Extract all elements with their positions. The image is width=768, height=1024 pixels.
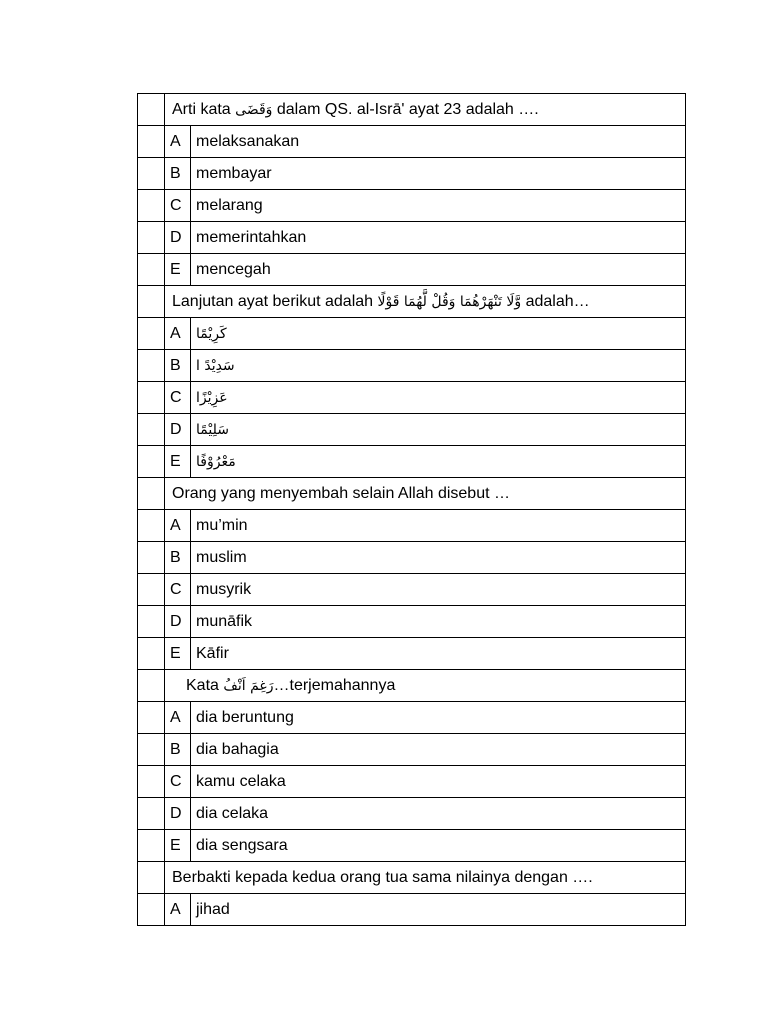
question-text-pre: Arti kata — [172, 100, 236, 118]
option-row — [138, 414, 686, 446]
question-row — [138, 94, 686, 126]
option-row — [138, 318, 686, 350]
option-row — [138, 510, 686, 542]
question-text — [165, 94, 686, 126]
option-spacer-cell — [138, 446, 165, 478]
option-spacer-cell — [138, 158, 165, 190]
option-text: mu’min — [191, 510, 686, 542]
option-spacer-cell — [138, 382, 165, 414]
option-letter: A — [165, 702, 191, 734]
option-spacer-cell — [138, 414, 165, 446]
option-text: dia beruntung — [191, 702, 686, 734]
option-spacer-cell — [138, 798, 165, 830]
question-number-cell — [138, 286, 165, 318]
question-text — [165, 478, 686, 510]
option-text: memerintahkan — [191, 222, 686, 254]
option-spacer-cell — [138, 638, 165, 670]
option-row — [138, 382, 686, 414]
option-spacer-cell — [138, 126, 165, 158]
option-row — [138, 350, 686, 382]
option-letter: C — [165, 190, 191, 222]
question-arabic-text: رَغِمَ اَنْفُ — [223, 677, 274, 694]
question-row — [138, 478, 686, 510]
option-letter: B — [165, 158, 191, 190]
option-row — [138, 766, 686, 798]
option-spacer-cell — [138, 350, 165, 382]
question-text-post: …terjemahannya — [273, 676, 396, 694]
option-letter: D — [165, 414, 191, 446]
option-spacer-cell — [138, 734, 165, 766]
option-text: كَرِيْمًا — [191, 318, 686, 350]
option-letter: E — [165, 638, 191, 670]
option-letter: D — [165, 606, 191, 638]
question-number-cell — [138, 670, 165, 702]
option-spacer-cell — [138, 222, 165, 254]
option-row — [138, 126, 686, 158]
question-text — [165, 862, 686, 894]
option-letter: E — [165, 446, 191, 478]
option-letter: A — [165, 126, 191, 158]
option-row — [138, 542, 686, 574]
option-text: jihad — [191, 894, 686, 926]
question-arabic-text: وَقَضَى — [235, 101, 273, 118]
option-letter: C — [165, 766, 191, 798]
option-spacer-cell — [138, 574, 165, 606]
option-letter: A — [165, 894, 191, 926]
option-text: dia bahagia — [191, 734, 686, 766]
option-spacer-cell — [138, 510, 165, 542]
option-spacer-cell — [138, 830, 165, 862]
option-row — [138, 190, 686, 222]
option-row — [138, 254, 686, 286]
option-spacer-cell — [138, 606, 165, 638]
option-text: muslim — [191, 542, 686, 574]
question-row — [138, 862, 686, 894]
option-spacer-cell — [138, 894, 165, 926]
option-row — [138, 830, 686, 862]
option-spacer-cell — [138, 254, 165, 286]
quiz-table — [137, 93, 686, 926]
option-letter: C — [165, 382, 191, 414]
option-text: عَزِيْزًا — [191, 382, 686, 414]
option-row — [138, 446, 686, 478]
question-text-post: adalah… — [521, 292, 590, 310]
option-text: kamu celaka — [191, 766, 686, 798]
option-letter: D — [165, 798, 191, 830]
option-text: musyrik — [191, 574, 686, 606]
question-text-post: dalam QS. al-Isrā' ayat 23 adalah …. — [272, 100, 539, 118]
option-letter: A — [165, 318, 191, 350]
option-letter: B — [165, 734, 191, 766]
option-text: سَدِيْدً ا — [191, 350, 686, 382]
option-letter: D — [165, 222, 191, 254]
option-text: مَعْرُوْفًا — [191, 446, 686, 478]
question-number-cell — [138, 94, 165, 126]
option-spacer-cell — [138, 702, 165, 734]
option-text: dia celaka — [191, 798, 686, 830]
option-letter: A — [165, 510, 191, 542]
option-row — [138, 894, 686, 926]
question-text — [165, 286, 686, 318]
option-row — [138, 606, 686, 638]
question-text-pre: Berbakti kepada kedua orang tua sama nilainya dengan …. — [172, 868, 593, 886]
question-row — [138, 670, 686, 702]
option-text: munāfik — [191, 606, 686, 638]
question-text-pre: Kata — [186, 676, 224, 694]
option-row — [138, 222, 686, 254]
question-text-pre: Lanjutan ayat berikut adalah — [172, 292, 378, 310]
option-letter: E — [165, 254, 191, 286]
option-letter: B — [165, 542, 191, 574]
option-row — [138, 702, 686, 734]
option-row — [138, 638, 686, 670]
option-text: melaksanakan — [191, 126, 686, 158]
option-letter: C — [165, 574, 191, 606]
option-row — [138, 734, 686, 766]
option-text: dia sengsara — [191, 830, 686, 862]
option-text: membayar — [191, 158, 686, 190]
question-text — [165, 670, 686, 702]
option-letter: B — [165, 350, 191, 382]
question-arabic-text: وَّلَا تَنْهَرْهُمَا وَقُلْ لَّهُمَا قَوْلًا — [377, 293, 522, 310]
option-row — [138, 798, 686, 830]
option-text: melarang — [191, 190, 686, 222]
question-number-cell — [138, 478, 165, 510]
option-text: Kāfir — [191, 638, 686, 670]
question-text-pre: Orang yang menyembah selain Allah disebut … — [172, 484, 510, 502]
option-spacer-cell — [138, 318, 165, 350]
option-spacer-cell — [138, 190, 165, 222]
option-text: mencegah — [191, 254, 686, 286]
option-text: سَلِيْمًا — [191, 414, 686, 446]
option-row — [138, 158, 686, 190]
option-spacer-cell — [138, 766, 165, 798]
quiz-body — [138, 94, 686, 926]
option-row — [138, 574, 686, 606]
question-number-cell — [138, 862, 165, 894]
option-letter: E — [165, 830, 191, 862]
question-row — [138, 286, 686, 318]
option-spacer-cell — [138, 542, 165, 574]
